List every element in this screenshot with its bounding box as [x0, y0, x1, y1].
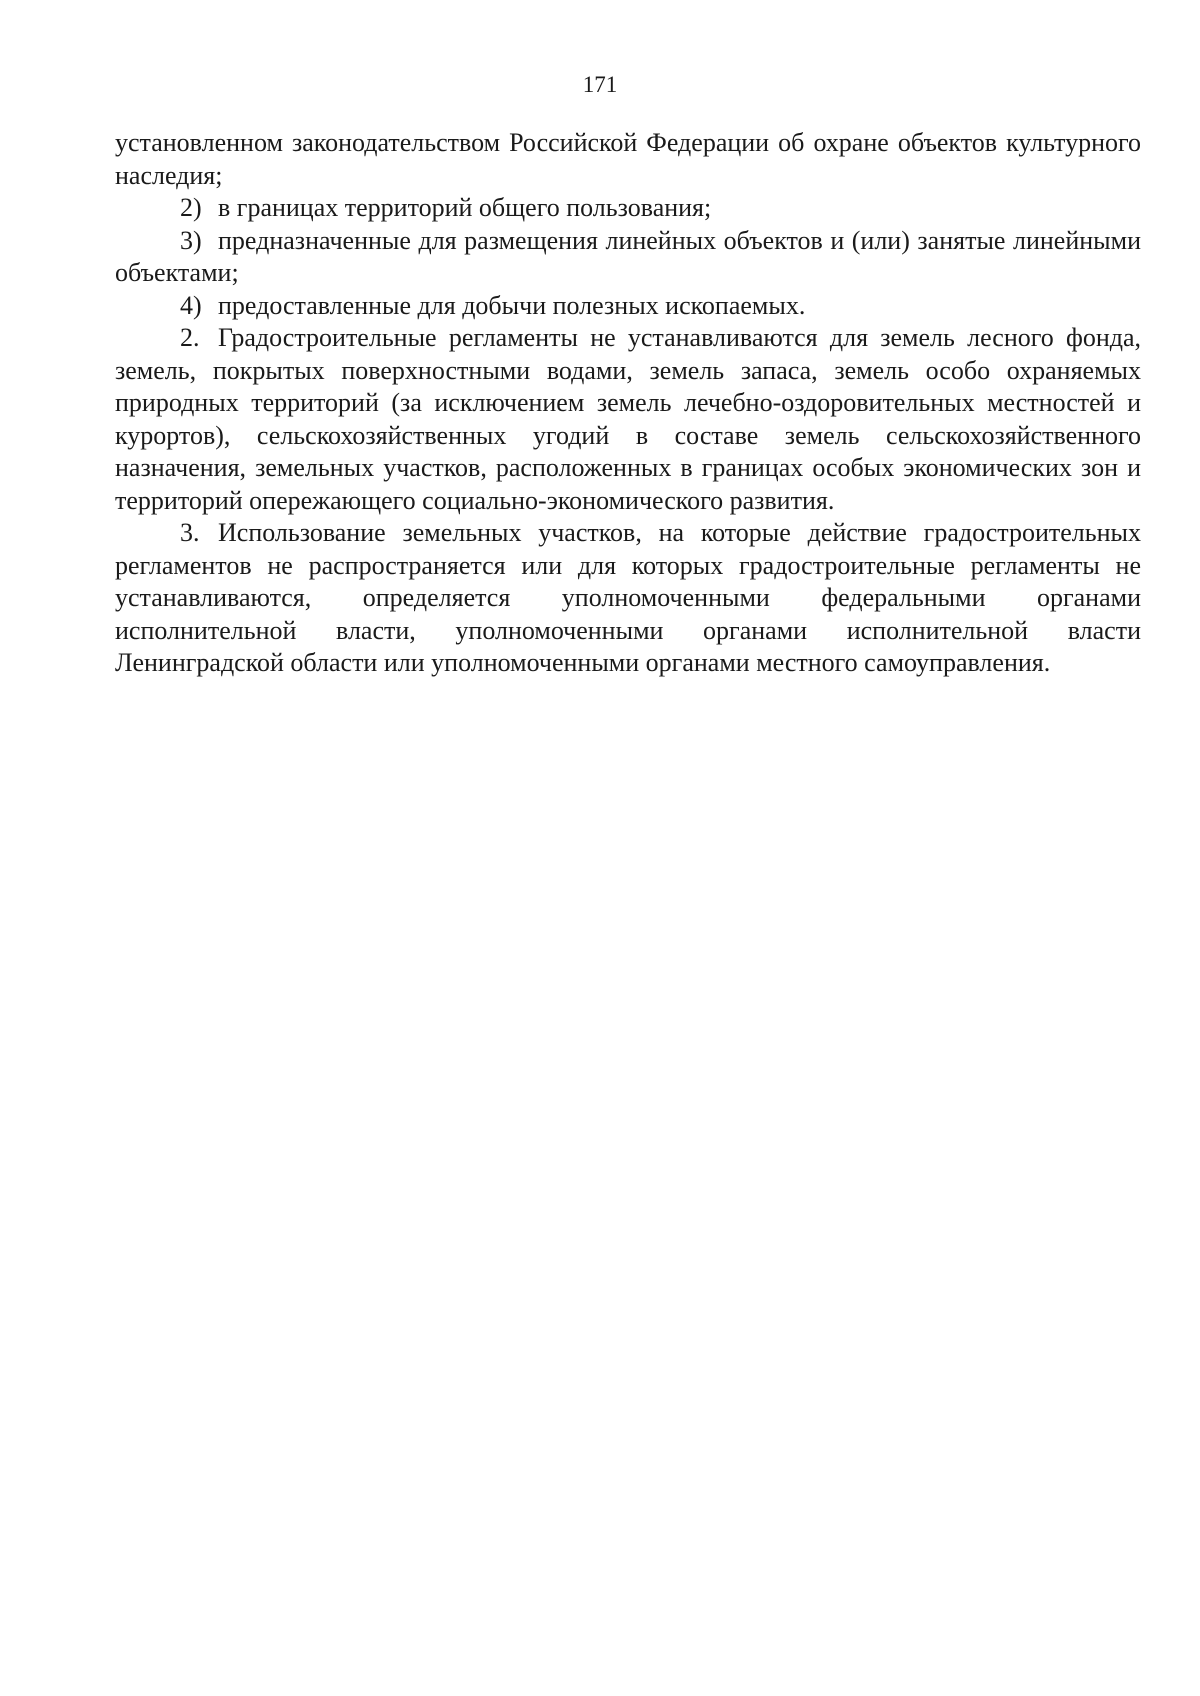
list-item-number: 2) [180, 193, 202, 222]
paragraph-text: установленном законодательством Российской Федерации об охране объектов культурного наследия; [115, 128, 1141, 190]
list-item-number: 3) [180, 225, 202, 255]
list-item-text: предоставленные для добычи полезных ископаемых. [218, 290, 806, 320]
list-item-text: в границах территорий общего пользования; [218, 193, 712, 222]
page-number: 171 [582, 72, 618, 97]
clause-number: 3. [180, 518, 200, 547]
clause-text: Градостроительные регламенты не устанавливаются для земель лесного фонда, земель, покрытых поверхностными водами, земель запаса, земель особо охраняемых природных территорий (за исключением земель лечебно-оздоровительных местностей и курортов), сельскохозяйственных угодий в составе земель сельскохозяйственного назначения, земельных участков, расположенных в границах особых экономических зон и территорий опережающего социально-экономического развития. [115, 323, 1141, 515]
clause-2 [115, 322, 1141, 517]
clause-number: 2. [180, 323, 200, 352]
list-item-text: предназначенные для размещения линейных объектов и (или) занятые линейными объектами; [115, 225, 1141, 287]
list-item-number: 4) [180, 290, 202, 320]
list-item-3 [115, 225, 1141, 290]
list-item-2 [115, 192, 1141, 225]
list-item-4 [115, 290, 1141, 323]
clause-text: Использование земельных участков, на которые действие градостроительных регламентов не распространяется или для которых градостроительные регламенты не устанавливаются, определяется уполномоченными федеральными органами исполнительной власти, уполномоченными органами исполнительной власти Ленинградской области или уполномоченными органами местного самоуправления. [115, 518, 1141, 677]
clause-3 [115, 517, 1141, 680]
paragraph-continuation [115, 127, 1141, 192]
document-body [115, 127, 1141, 680]
